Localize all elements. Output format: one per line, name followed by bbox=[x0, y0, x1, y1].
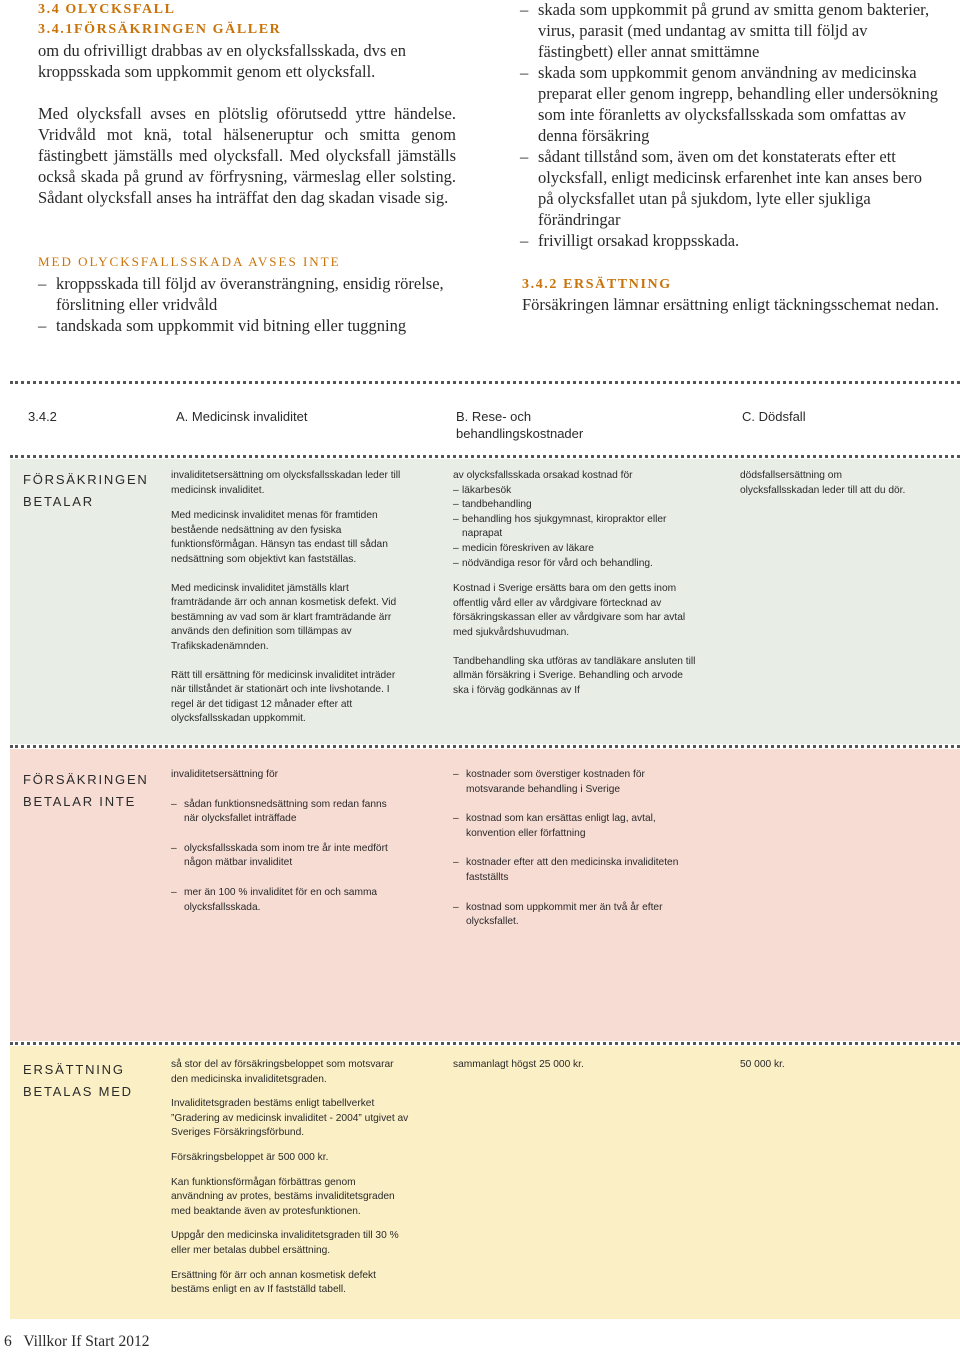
list-item: – kostnader som överstiger kostnaden för motsvarande behandling i Sverige bbox=[453, 768, 698, 797]
cell-list bbox=[171, 798, 401, 916]
list-item: – nödvändiga resor för vård och behandling. bbox=[453, 557, 698, 572]
row-label-line: BETALAR INTE bbox=[23, 794, 137, 809]
cell-paragraph: Rätt till ersättning för medicinsk invaliditet inträder när tillståndet är stationärt och inte livshotande. I regel är det tidigast 12 månader efter att olycksfallsskadan uppkommit. bbox=[171, 669, 396, 725]
row-label-line: ERSÄTTNING bbox=[23, 1062, 125, 1077]
page-number: 6 bbox=[4, 1333, 12, 1350]
not-included-heading: MED OLYCKSFALLSSKADA AVSES INTE bbox=[38, 254, 341, 269]
footer bbox=[4, 1333, 149, 1351]
cell-amount-b: sammanlagt högst 25 000 kr. bbox=[453, 1059, 584, 1070]
list-item: – kroppsskada till följd av överansträngning, ensidig rörelse, förslitning eller vridvåld bbox=[38, 273, 458, 315]
column-header-b: B. Rese- och behandlingskostnader bbox=[456, 409, 584, 441]
not-included-list-left bbox=[38, 273, 458, 336]
document-title: Villkor If Start 2012 bbox=[23, 1333, 150, 1350]
list-item: – kostnad som kan ersättas enligt lag, avtal, konvention eller författning bbox=[453, 812, 698, 841]
cell-pays-a bbox=[171, 469, 411, 738]
list-item: – tandskada som uppkommit vid bitning eller tuggning bbox=[38, 315, 458, 336]
column-header-c: C. Dödsfall bbox=[742, 409, 806, 424]
row-label-not-pays bbox=[23, 769, 149, 813]
list-item: – sådant tillstånd som, även om det konstaterats efter ett olycksfall, enligt medicinsk erfarenhet inte kan anses bero på olycksfallet utan på sjukdom, lyte eller sjukliga förändringar bbox=[520, 146, 938, 230]
row-divider bbox=[10, 1042, 960, 1045]
cell-paragraph: Med medicinsk invaliditet menas för framtiden bestående nedsättning av den fysiska funktionsförmågan. Hänsyn tas endast till sådan nedsättning som objektivt kan fastställas. bbox=[171, 510, 388, 565]
row-label-line: FÖRSÄKRINGEN bbox=[23, 772, 149, 787]
cell-amount-c: 50 000 kr. bbox=[740, 1059, 785, 1070]
row-label-line: BETALAS MED bbox=[23, 1084, 133, 1099]
subsection-number: 3.4.1 bbox=[38, 22, 74, 37]
row-divider bbox=[10, 455, 960, 458]
cell-paragraph: invaliditetsersättning om olycksfallsskadan leder till medicinsk invaliditet. bbox=[171, 470, 401, 496]
cell-list bbox=[453, 768, 698, 930]
row-label-pays bbox=[23, 469, 149, 513]
cell-paragraph: så stor del av försäkringsbeloppet som motsvarar den medicinska invaliditetsgraden. bbox=[171, 1059, 394, 1085]
list-item: – mer än 100 % invaliditet för en och samma olycksfallsskada. bbox=[171, 886, 401, 915]
column-header-a: A. Medicinsk invaliditet bbox=[176, 409, 308, 424]
definition-paragraph: Med olycksfall avses en plötslig oförutsedd yttre händelse. Vridvåld mot knä, total hälseneruptur och smitta genom fästingbett jämställs med olycksfall. Med olycksfall jämställs också skada på grund av förfrysning, värmeslag eller solsting. Sådant olycksfall anses ha inträffat den dag skadan visade sig. bbox=[38, 104, 456, 207]
cell-paragraph: av olycksfallsskada orsakad kostnad för bbox=[453, 470, 633, 481]
compensation-paragraph: Försäkringen lämnar ersättning enligt täckningsschemat nedan. bbox=[522, 295, 939, 314]
cell-paragraph: Invaliditetsgraden bestäms enligt tabellverket ”Gradering av medicinsk invaliditet - 2004” utgivet av Sveriges Försäkringsförbund. bbox=[171, 1098, 409, 1139]
cell-paragraph: Försäkringsbeloppet är 500 000 kr. bbox=[171, 1151, 329, 1163]
list-item: – skada som uppkommit genom användning av medicinska preparat eller genom ingrepp, behandling eller undersökning som inte föranletts av olycksfallsskada som omfattas av denna försäkring bbox=[520, 62, 938, 146]
list-item: – medicin föreskriven av läkare bbox=[453, 542, 698, 557]
cell-paragraph: Kan funktionsförmågan förbättras genom användning av protes, bestäms invaliditetsgraden med beaktande även av protesfunktionen. bbox=[171, 1176, 395, 1217]
cell-paragraph: Ersättning för ärr och annan kosmetisk defekt bestäms enligt en av If fastställd tabell. bbox=[171, 1269, 376, 1296]
subsection-title: FÖRSÄKRINGEN GÄLLER bbox=[74, 22, 282, 37]
intro-paragraph: om du ofrivilligt drabbas av en olycksfallsskada, dvs en kroppsskada som uppkommit genom ett olycksfall. bbox=[38, 41, 406, 81]
cell-paragraph: invaliditetsersättning för bbox=[171, 769, 279, 780]
table-number: 3.4.2 bbox=[28, 409, 57, 424]
subsection-heading bbox=[38, 21, 281, 39]
row-divider bbox=[10, 745, 960, 748]
list-item: – behandling hos sjukgymnast, kiropraktor eller naprapat bbox=[453, 513, 698, 542]
cell-list bbox=[453, 484, 698, 572]
cell-paragraph: Uppgår den medicinska invaliditetsgraden till 30 % eller mer betalas dubbel ersättning. bbox=[171, 1230, 399, 1256]
list-item: – läkarbesök bbox=[453, 484, 698, 499]
list-item: – kostnader efter att den medicinska invaliditeten fastställts bbox=[453, 856, 698, 885]
list-item: – frivilligt orsakad kroppsskada. bbox=[520, 230, 938, 251]
cell-paragraph: Kostnad i Sverige ersätts bara om den getts inom offentlig vård eller av vårdgivare förtecknad av försäkringskassan eller av vårdgivare som har avtal med sjukvårdshuvudman. bbox=[453, 583, 686, 638]
compensation-heading bbox=[522, 276, 672, 294]
cell-not-pays-b bbox=[453, 768, 698, 945]
list-item: – olycksfallsskada som inom tre år inte medfört någon mätbar invaliditet bbox=[171, 842, 401, 871]
row-amount bbox=[10, 1046, 960, 1319]
cell-not-pays-a bbox=[171, 768, 401, 930]
cell-paragraph: Med medicinsk invaliditet jämställs klart framträdande ärr och annan kosmetisk defekt. Vid bestämning av vad som är klart framträdande ärr används den definition som tillämpas av Trafikskadenämnden. bbox=[171, 582, 397, 652]
list-item: – kostnad som uppkommit mer än två år efter olycksfallet. bbox=[453, 901, 698, 930]
cell-pays-b bbox=[453, 469, 698, 709]
compensation-number: 3.4.2 bbox=[522, 277, 558, 292]
not-included-list-right bbox=[520, 0, 938, 251]
list-item: – tandbehandling bbox=[453, 498, 698, 513]
section-title: OLYCKSFALL bbox=[65, 2, 176, 17]
list-item: – sådan funktionsnedsättning som redan fanns när olycksfallet inträffade bbox=[171, 798, 401, 827]
compensation-title: ERSÄTTNING bbox=[563, 277, 672, 292]
cell-amount-a bbox=[171, 1058, 411, 1309]
section-heading bbox=[38, 1, 176, 19]
list-item: – skada som uppkommit på grund av smitta genom bakterier, virus, parasit (med undantag av smitta till följd av fästingbett) eller annat smittämne bbox=[520, 0, 938, 62]
row-label-amount bbox=[23, 1059, 133, 1103]
table-top-divider bbox=[10, 381, 960, 384]
row-label-line: FÖRSÄKRINGEN bbox=[23, 472, 149, 487]
cell-pays-c: dödsfallsersättning om olycksfallsskadan leder till att du dör. bbox=[740, 470, 906, 496]
row-label-line: BETALAR bbox=[23, 494, 94, 509]
cell-paragraph: Tandbehandling ska utföras av tandläkare ansluten till allmän försäkring i Sverige. Behandling och arvode ska i förväg godkännas av If bbox=[453, 655, 696, 696]
section-number: 3.4 bbox=[38, 2, 61, 17]
